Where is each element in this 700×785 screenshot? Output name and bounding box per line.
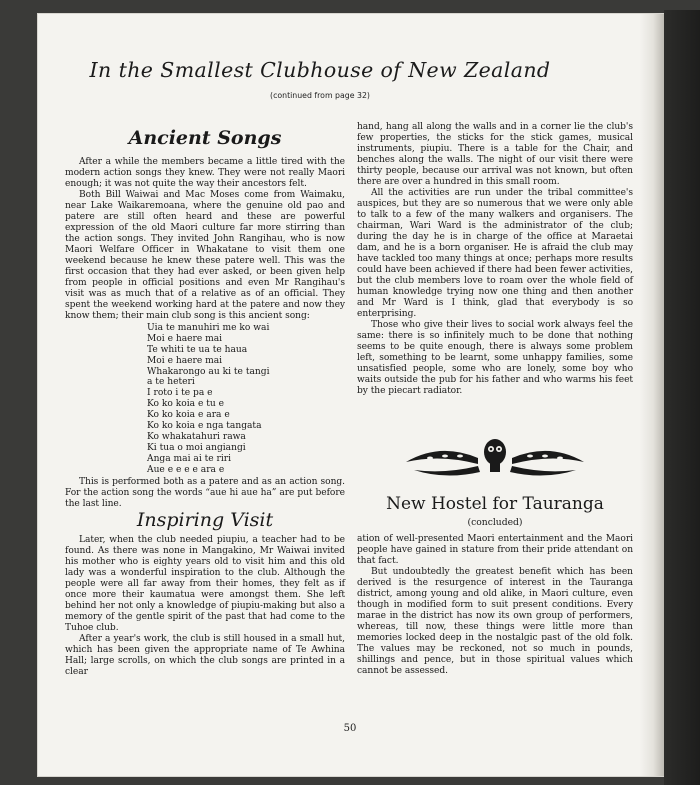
paragraph: After a while the members became a little tired with the modern action songs they knew. They were not really Maori enough; it was not quite the way their ancestors felt. bbox=[65, 156, 345, 189]
continued-note: (continued from page 32) bbox=[270, 91, 370, 100]
paragraph: This is performed both as a patere and as an action song. For the action song the words “aue hi aue ha” are put before the last line. bbox=[65, 476, 345, 509]
page-number: 50 bbox=[343, 723, 357, 734]
song-line: Aue e e e e ara e bbox=[147, 464, 225, 475]
song-line: Moi e haere mai bbox=[147, 333, 223, 344]
heading-ancient-songs: Ancient Songs bbox=[128, 127, 282, 149]
paragraph: Those who give their lives to social work always feel the same: there is so infinitely much to be done that nothing seems to be quite enough, there is always some problem left, something to be learnt, some unhappy families, some unsatisfied people, some who are lonely, some boy who waits outside the pub for his father and who warms his feet by the piecart radiator. bbox=[357, 320, 633, 396]
song-line: Whakarongo au ki te tangi bbox=[147, 366, 270, 377]
heading-new-hostel: New Hostel for Tauranga bbox=[386, 494, 604, 514]
scan-edge bbox=[664, 10, 700, 785]
left-column-lower bbox=[65, 535, 345, 678]
page-gutter bbox=[640, 14, 664, 776]
page-title: In the Smallest Clubhouse of New Zealand bbox=[89, 58, 551, 82]
paragraph: After a year's work, the club is still housed in a small hut, which has been given the appropriate name of Te Awhina Hall; large scrolls, on which the club songs are printed in a clear bbox=[65, 634, 345, 677]
hostel-column bbox=[357, 534, 633, 677]
right-column bbox=[357, 122, 633, 397]
song-line: Moi e haere mai bbox=[147, 355, 223, 366]
paragraph: All the activities are run under the tribal committee's auspices, but they are so numerous that we were only able to talk to a few of the many walkers and organisers. The chairman, Wari Ward is the administrator of the club; during the day he is in charge of the office at Maraetai dam, and he is a born organiser. He is afraid the club may have tackled too many things at once; perhaps more results could have been achieved if there had been fewer activities, but the club members love to roam over the whole field of human knowledge trying now one thing and then another and Mr Ward is I think, glad that everybody is so enterprising. bbox=[357, 188, 633, 319]
song-lyrics bbox=[147, 323, 345, 476]
song-line: Te whiti te ua te haua bbox=[147, 344, 248, 355]
paragraph: Later, when the club needed piupiu, a teacher had to be found. As there was none in Mangakino, Mr Waiwai invited his mother who is eighty years old to visit him and this old lady was a wonderful inspiration to the club. Although the people were all far away from their homes, they felt as if once more their kaumatua were amongst them. She left behind her not only a knowledge of piupiu-making but also a memory of the gentle spirit of the past that had come to the Tuhoe club. bbox=[65, 535, 345, 633]
subheading-concluded: (concluded) bbox=[467, 517, 523, 528]
maori-ornament-icon bbox=[400, 432, 590, 480]
song-line: a te heteri bbox=[147, 377, 195, 388]
left-column bbox=[65, 122, 345, 510]
song-line: Ko whakatahuri rawa bbox=[147, 431, 246, 442]
paragraph: But undoubtedly the greatest benefit which has been derived is the resurgence of interest in the Tauranga district, among young and old alike, in Maori culture, even though in modified form to suit present conditions. Every marae in the district has now its own group of performers, whereas, till now, these things were little more than memories locked deep in the nostalgic past of the old folk. The values may be reckoned, not so much in pounds, shillings and pence, but in those spiritual values which cannot be assessed. bbox=[357, 567, 633, 676]
song-line: Ko ko koia e tu e bbox=[147, 399, 225, 410]
song-line: I roto i te pa e bbox=[147, 388, 213, 399]
paragraph: Both Bill Waiwai and Mac Moses come from Waimaku, near Lake Waikaremoana, where the genuine old pao and patere are still often heard and these are powerful expression of the old Maori culture far more stirring than the action songs. They invited John Rangihau, who is now Maori Welfare Officer in Whakatane to visit them one weekend because he knew these patere well. This was the first occasion that they had ever asked, or been given help from people in official positions and even Mr Rangihau's visit was as much that of a relative as of an official. They spent the weekend working hard at the patere and now they know them; their main club song is this ancient song: bbox=[65, 189, 345, 321]
song-line: Ko ko koia e ara e bbox=[147, 410, 230, 421]
song-line: Ko ko koia e nga tangata bbox=[147, 421, 262, 432]
song-line: Ki tua o moi angiangi bbox=[147, 442, 246, 453]
paragraph: hand, hang all along the walls and in a corner lie the club's few properties, the sticks for the stick games, musical instruments, piupiu. There is a table for the Chair, and benches along the walls. The night of our visit there were thirty people, because our arrival was not known, but often there are over a hundred in this small room. bbox=[357, 122, 633, 187]
song-line: Anga mai ai te riri bbox=[147, 453, 232, 464]
paragraph: ation of well-presented Maori entertainment and the Maori people have gained in stature from their pride attendant on that fact. bbox=[357, 534, 633, 566]
heading-inspiring-visit: Inspiring Visit bbox=[136, 509, 274, 531]
song-line: Uia te manuhiri me ko wai bbox=[147, 322, 270, 333]
